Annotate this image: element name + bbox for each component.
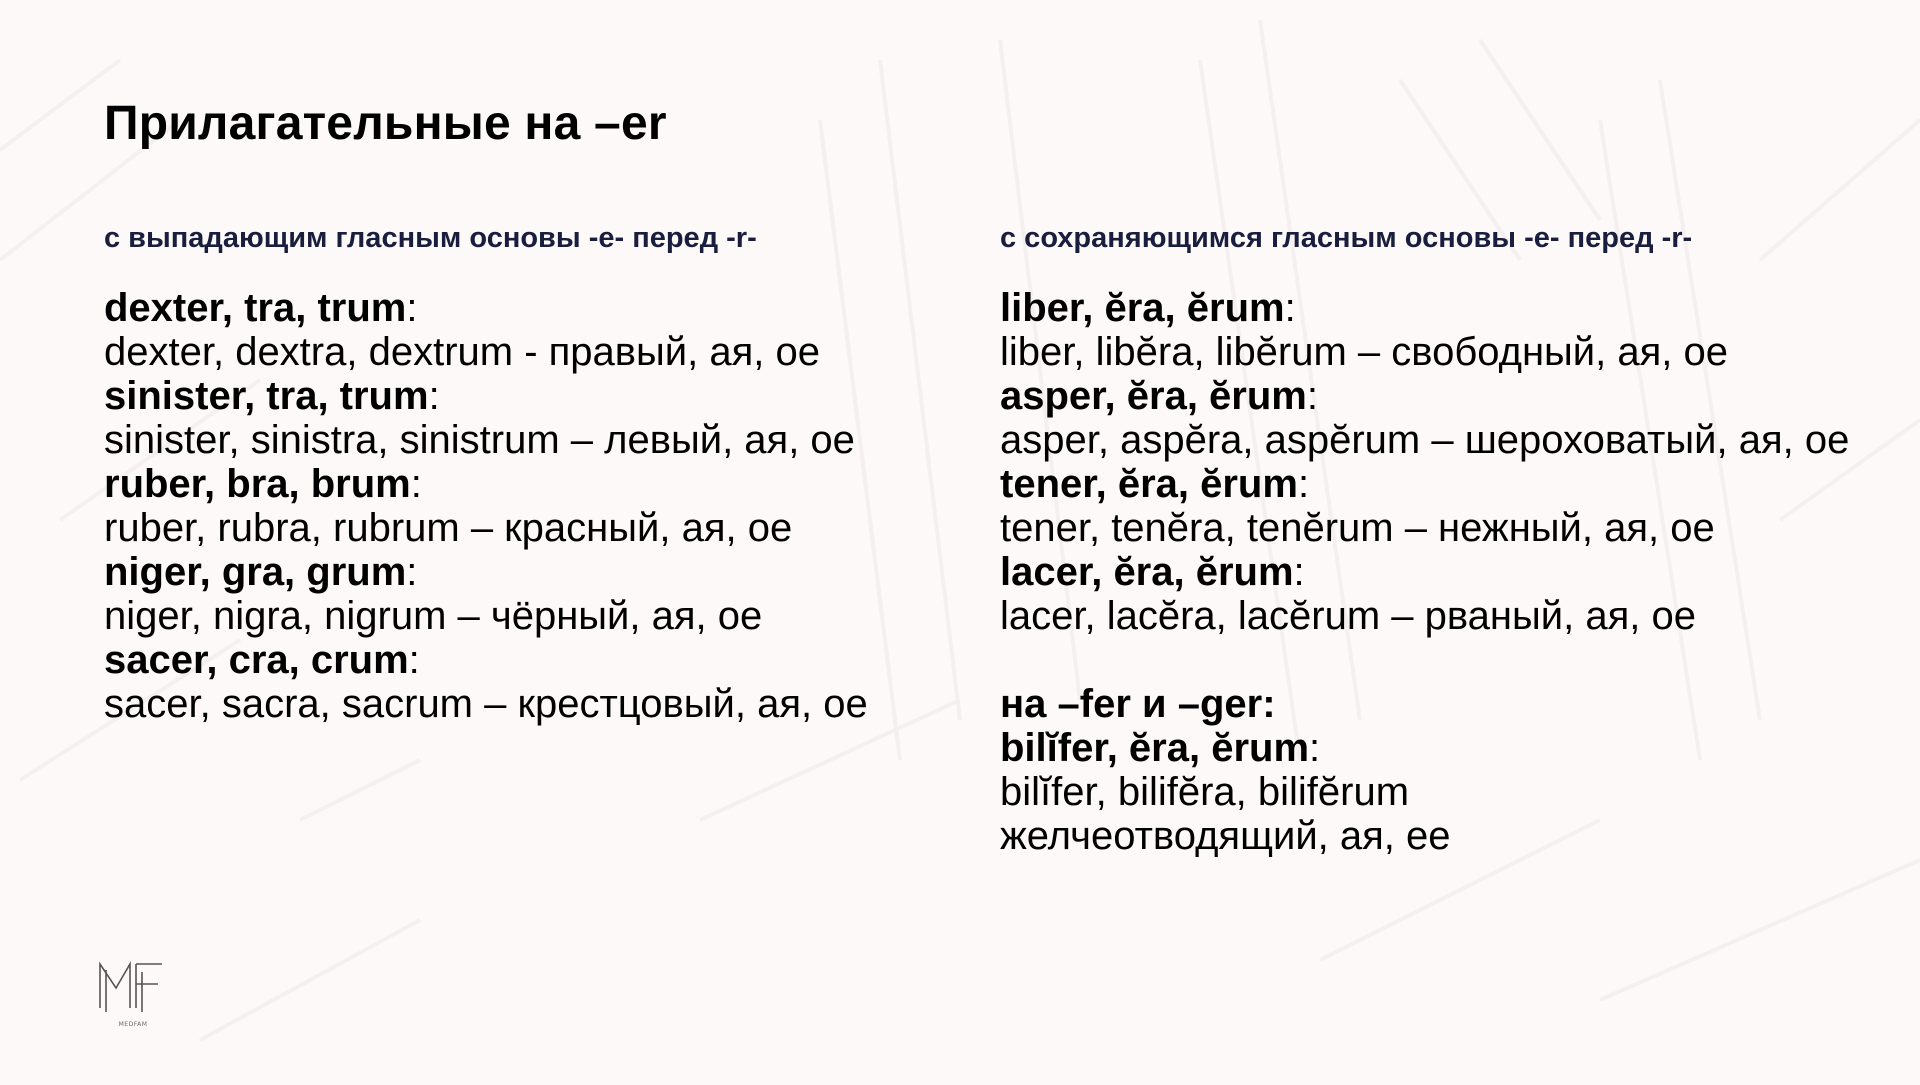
slide-title: Прилагательные на –er	[104, 97, 667, 150]
colon: :	[406, 286, 418, 330]
colon: :	[1297, 462, 1310, 506]
entry-forms: lacer, lacĕra, lacĕrum – рваный, ая, ое	[1000, 594, 1696, 638]
entry-stem: sinister, tra, trum:	[104, 374, 440, 418]
list-item	[1000, 550, 1880, 638]
colon: :	[428, 374, 440, 418]
entry-stem: liber, ĕra, ĕrum:	[1000, 286, 1296, 330]
list-item	[1000, 726, 1880, 858]
entry-stem: dexter, tra, trum:	[104, 286, 418, 330]
entry-stem: sacer, cra, crum:	[104, 638, 420, 682]
entry-forms: ruber, rubra, rubrum – красный, ая, ое	[104, 506, 793, 550]
right-column	[1000, 216, 1880, 858]
medfam-logo	[96, 958, 170, 1028]
entry-stem: tener, ĕra, ĕrum:	[1000, 462, 1310, 506]
list-item	[1000, 286, 1880, 374]
medfam-logo-icon	[96, 958, 170, 1014]
left-entry-list	[104, 286, 944, 726]
colon: :	[1309, 726, 1321, 770]
entry-forms: bilĭfer, bilifĕra, bilifĕrum желчеотводящий, ая, ее	[1000, 770, 1451, 858]
list-item	[104, 286, 944, 374]
colon: :	[1306, 374, 1318, 418]
colon: :	[410, 462, 422, 506]
list-item	[1000, 374, 1880, 462]
entry-forms: liber, libĕra, libĕrum – свободный, ая, ое	[1000, 330, 1728, 374]
entry-stem: asper, ĕra, ĕrum:	[1000, 374, 1318, 418]
entry-stem: ruber, bra, brum:	[104, 462, 422, 506]
entry-stem: lacer, ĕra, ĕrum:	[1000, 550, 1305, 594]
list-item	[104, 374, 944, 462]
colon: :	[1293, 550, 1305, 594]
left-column	[104, 216, 944, 726]
colon: :	[406, 550, 418, 594]
entry-forms: asper, aspĕra, aspĕrum – шероховатый, ая, ое	[1000, 418, 1850, 462]
list-item	[1000, 462, 1880, 550]
left-column-header: с выпадающим гласным основы -e- перед -r-	[104, 222, 757, 254]
entry-stem: bilĭfer, ĕra, ĕrum:	[1000, 726, 1321, 770]
entry-forms: sacer, sacra, sacrum – крестцовый, ая, ое	[104, 682, 868, 726]
entry-forms: niger, nigra, nigrum – чёрный, ая, ое	[104, 594, 763, 638]
entry-forms: tener, tenĕra, tenĕrum – нежный, ая, ое	[1000, 506, 1715, 550]
entry-stem: niger, gra, grum:	[104, 550, 418, 594]
right-column-header: с сохраняющимся гласным основы -e- перед -r-	[1000, 222, 1693, 254]
entry-forms: dexter, dextra, dextrum - правый, ая, ое	[104, 330, 820, 374]
right-entry-list	[1000, 286, 1880, 858]
entry-forms: sinister, sinistra, sinistrum – левый, ая, ое	[104, 418, 855, 462]
list-item	[104, 638, 944, 726]
colon: :	[408, 638, 420, 682]
list-item	[104, 550, 944, 638]
fer-ger-subheading: на –fer и –ger:	[1000, 682, 1276, 726]
list-item	[104, 462, 944, 550]
colon: :	[1284, 286, 1296, 330]
logo-caption: MEDFAM	[118, 1021, 148, 1028]
